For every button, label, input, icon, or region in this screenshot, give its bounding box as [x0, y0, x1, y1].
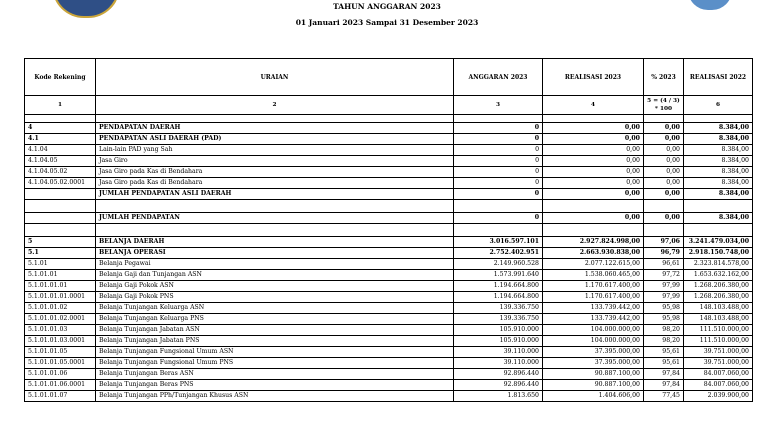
table-header-row [25, 59, 753, 96]
cell-anggaran: 139.336.750 [454, 314, 543, 325]
table-row [25, 314, 753, 325]
cell-anggaran: 39.110.000 [454, 347, 543, 358]
cell-anggaran: 2.752.402.951 [454, 248, 543, 259]
cell-anggaran: 0 [454, 167, 543, 178]
cell-kode: 5.1.01 [25, 259, 96, 270]
spacer-row [25, 224, 753, 237]
cell-persen: 97,99 [644, 281, 684, 292]
col-header-uraian: URAIAN [96, 59, 454, 96]
cell-uraian: BELANJA OPERASI [96, 248, 454, 259]
cell-persen: 97,84 [644, 380, 684, 391]
cell-uraian: Belanja Pegawai [96, 259, 454, 270]
table-row [25, 237, 753, 248]
cell-realisasi-2022: 2.918.150.748,00 [684, 248, 753, 259]
cell-realisasi: 0,00 [543, 213, 644, 224]
cell-uraian: Belanja Tunjangan Keluarga PNS [96, 314, 454, 325]
col-number: 3 [454, 96, 543, 115]
col-number: 6 [684, 96, 753, 115]
col-header-anggaran: ANGGARAN 2023 [454, 59, 543, 96]
cell-anggaran: 105.910.000 [454, 325, 543, 336]
cell-kode: 5 [25, 237, 96, 248]
cell-anggaran: 3.016.597.101 [454, 237, 543, 248]
table-row [25, 358, 753, 369]
cell-realisasi: 0,00 [543, 178, 644, 189]
cell-persen: 98,20 [644, 325, 684, 336]
cell-persen: 97,72 [644, 270, 684, 281]
cell-uraian: Belanja Tunjangan Keluarga ASN [96, 303, 454, 314]
table-row [25, 369, 753, 380]
cell-realisasi: 0,00 [543, 167, 644, 178]
cell-uraian: Belanja Tunjangan Jabatan ASN [96, 325, 454, 336]
cell-realisasi: 1.170.617.400,00 [543, 292, 644, 303]
cell-realisasi-2022: 111.510.000,00 [684, 336, 753, 347]
cell-uraian: Belanja Tunjangan Fungsional Umum ASN [96, 347, 454, 358]
spacer-row [25, 200, 753, 213]
empty-cell [25, 224, 96, 237]
table-row [25, 156, 753, 167]
cell-persen: 0,00 [644, 167, 684, 178]
cell-uraian: Lain-lain PAD yang Sah [96, 145, 454, 156]
cell-persen: 96,79 [644, 248, 684, 259]
col-header-realisasi: REALISASI 2023 [543, 59, 644, 96]
cell-kode: 5.1.01.01.05.0001 [25, 358, 96, 369]
cell-uraian: Belanja Tunjangan Jabatan PNS [96, 336, 454, 347]
cell-realisasi-2022: 84.007.060,00 [684, 369, 753, 380]
cell-kode: 4 [25, 123, 96, 134]
col-number: 5 = (4 / 3) * 100 [644, 96, 684, 115]
cell-uraian: Jasa Giro pada Kas di Bendahara [96, 167, 454, 178]
cell-realisasi: 90.887.100,00 [543, 380, 644, 391]
table-row [25, 248, 753, 259]
cell-realisasi: 104.000.000,00 [543, 336, 644, 347]
cell-realisasi-2022: 8.384,00 [684, 156, 753, 167]
cell-realisasi-2022: 84.007.060,00 [684, 380, 753, 391]
cell-kode: 4.1.04.05.02 [25, 167, 96, 178]
empty-cell [454, 224, 543, 237]
cell-kode: 5.1.01.01.05 [25, 347, 96, 358]
cell-anggaran: 0 [454, 156, 543, 167]
cell-anggaran: 0 [454, 123, 543, 134]
col-number: 2 [96, 96, 454, 115]
cell-anggaran: 0 [454, 145, 543, 156]
cell-kode: 5.1.01.01.02 [25, 303, 96, 314]
cell-persen: 0,00 [644, 145, 684, 156]
cell-uraian: JUMLAH PENDAPATAN [96, 213, 454, 224]
cell-realisasi-2022: 8.384,00 [684, 189, 753, 200]
table-row [25, 134, 753, 145]
cell-kode: 5.1.01.01.06 [25, 369, 96, 380]
cell-uraian: Belanja Tunjangan PPh/Tunjangan Khusus ASN [96, 391, 454, 402]
cell-realisasi: 104.000.000,00 [543, 325, 644, 336]
cell-anggaran: 0 [454, 213, 543, 224]
cell-uraian: Belanja Gaji Pokok PNS [96, 292, 454, 303]
cell-persen: 97,99 [644, 292, 684, 303]
cell-realisasi-2022: 8.384,00 [684, 167, 753, 178]
column-number-row [25, 96, 753, 115]
table-row [25, 123, 753, 134]
cell-anggaran: 92.896.440 [454, 380, 543, 391]
cell-realisasi: 133.739.442,00 [543, 314, 644, 325]
cell-realisasi: 0,00 [543, 156, 644, 167]
empty-cell [25, 200, 96, 213]
cell-uraian: Belanja Gaji dan Tunjangan ASN [96, 270, 454, 281]
empty-cell [644, 115, 684, 123]
cell-anggaran: 1.194.664.800 [454, 281, 543, 292]
cell-realisasi-2022: 3.241.479.034,00 [684, 237, 753, 248]
col-header-kode: Kode Rekening [25, 59, 96, 96]
cell-realisasi: 37.395.000,00 [543, 358, 644, 369]
cell-realisasi-2022: 1.268.206.380,00 [684, 281, 753, 292]
empty-cell [644, 200, 684, 213]
table-row [25, 259, 753, 270]
cell-realisasi-2022: 8.384,00 [684, 123, 753, 134]
empty-cell [543, 200, 644, 213]
cell-uraian: Jasa Giro pada Kas di Bendahara [96, 178, 454, 189]
cell-persen: 0,00 [644, 134, 684, 145]
spacer-row [25, 115, 753, 123]
cell-kode: 4.1.04.05 [25, 156, 96, 167]
cell-anggaran: 2.149.960.528 [454, 259, 543, 270]
table-row [25, 178, 753, 189]
table-row [25, 336, 753, 347]
cell-uraian: Belanja Tunjangan Beras PNS [96, 380, 454, 391]
table-row [25, 303, 753, 314]
cell-uraian: PENDAPATAN ASLI DAERAH (PAD) [96, 134, 454, 145]
report-period: 01 Januari 2023 Sampai 31 Desember 2023 [295, 18, 479, 27]
empty-cell [543, 224, 644, 237]
empty-cell [684, 224, 753, 237]
empty-cell [96, 200, 454, 213]
empty-cell [454, 200, 543, 213]
cell-persen: 96,61 [644, 259, 684, 270]
table-row [25, 347, 753, 358]
empty-cell [684, 200, 753, 213]
cell-persen: 95,98 [644, 314, 684, 325]
cell-uraian: BELANJA DAERAH [96, 237, 454, 248]
cell-persen: 77,45 [644, 391, 684, 402]
cell-kode: 5.1.01.01.02.0001 [25, 314, 96, 325]
table-row [25, 380, 753, 391]
empty-cell [25, 115, 96, 123]
cell-kode: 5.1.01.01.07 [25, 391, 96, 402]
cell-persen: 95,61 [644, 358, 684, 369]
table-row [25, 145, 753, 156]
cell-realisasi-2022: 8.384,00 [684, 134, 753, 145]
cell-realisasi-2022: 39.751.000,00 [684, 347, 753, 358]
cell-persen: 97,84 [644, 369, 684, 380]
cell-uraian: Jasa Giro [96, 156, 454, 167]
cell-kode: 5.1.01.01.03.0001 [25, 336, 96, 347]
col-header-realisasi-2022: REALISASI 2022 [684, 59, 753, 96]
cell-realisasi-2022: 111.510.000,00 [684, 325, 753, 336]
cell-realisasi: 2.077.122.615,00 [543, 259, 644, 270]
cell-anggaran: 1.813.650 [454, 391, 543, 402]
cell-kode: 5.1 [25, 248, 96, 259]
cell-realisasi-2022: 8.384,00 [684, 178, 753, 189]
col-number: 1 [25, 96, 96, 115]
empty-cell [644, 224, 684, 237]
cell-realisasi: 133.739.442,00 [543, 303, 644, 314]
cell-kode: 5.1.01.01.06.0001 [25, 380, 96, 391]
cell-uraian: PENDAPATAN DAERAH [96, 123, 454, 134]
table-row [25, 189, 753, 200]
cell-uraian: Belanja Tunjangan Beras ASN [96, 369, 454, 380]
empty-cell [684, 115, 753, 123]
cell-persen: 0,00 [644, 213, 684, 224]
cell-realisasi: 0,00 [543, 145, 644, 156]
cell-kode: 4.1 [25, 134, 96, 145]
cell-persen: 97,06 [644, 237, 684, 248]
table-row [25, 270, 753, 281]
empty-cell [454, 115, 543, 123]
cell-kode: 5.1.01.01.01 [25, 281, 96, 292]
cell-kode: 4.1.04 [25, 145, 96, 156]
cell-realisasi: 1.404.606,00 [543, 391, 644, 402]
cell-anggaran: 0 [454, 178, 543, 189]
cell-persen: 95,98 [644, 303, 684, 314]
cell-realisasi-2022: 148.103.488,00 [684, 303, 753, 314]
cell-kode: 5.1.01.01 [25, 270, 96, 281]
cell-uraian: JUMLAH PENDAPATAN ASLI DAERAH [96, 189, 454, 200]
cell-persen: 0,00 [644, 178, 684, 189]
cell-anggaran: 39.110.000 [454, 358, 543, 369]
table-row [25, 213, 753, 224]
cell-realisasi-2022: 8.384,00 [684, 213, 753, 224]
cell-persen: 0,00 [644, 189, 684, 200]
cell-persen: 0,00 [644, 123, 684, 134]
cell-kode: 4.1.04.05.02.0001 [25, 178, 96, 189]
cell-realisasi: 0,00 [543, 134, 644, 145]
cell-realisasi-2022: 39.751.000,00 [684, 358, 753, 369]
cell-realisasi-2022: 8.384,00 [684, 145, 753, 156]
cell-realisasi: 2.663.930.838,00 [543, 248, 644, 259]
cell-anggaran: 139.336.750 [454, 303, 543, 314]
empty-cell [96, 224, 454, 237]
cell-realisasi: 1.170.617.400,00 [543, 281, 644, 292]
col-header-persen: % 2023 [644, 59, 684, 96]
cell-realisasi: 0,00 [543, 189, 644, 200]
cell-anggaran: 1.194.664.800 [454, 292, 543, 303]
cell-kode [25, 213, 96, 224]
cell-kode [25, 189, 96, 200]
cell-anggaran: 105.910.000 [454, 336, 543, 347]
cell-realisasi-2022: 1.268.206.380,00 [684, 292, 753, 303]
cell-kode: 5.1.01.01.01.0001 [25, 292, 96, 303]
cell-realisasi-2022: 1.653.632.162,00 [684, 270, 753, 281]
cell-realisasi-2022: 2.039.900,00 [684, 391, 753, 402]
cell-realisasi: 90.887.100,00 [543, 369, 644, 380]
cell-kode: 5.1.01.01.03 [25, 325, 96, 336]
cell-realisasi-2022: 148.103.488,00 [684, 314, 753, 325]
table-row [25, 167, 753, 178]
cell-realisasi: 2.927.824.998,00 [543, 237, 644, 248]
empty-cell [96, 115, 454, 123]
cell-anggaran: 92.896.440 [454, 369, 543, 380]
cell-persen: 0,00 [644, 156, 684, 167]
cell-anggaran: 0 [454, 189, 543, 200]
table-row [25, 281, 753, 292]
cell-uraian: Belanja Tunjangan Fungsional Umum PNS [96, 358, 454, 369]
cell-anggaran: 0 [454, 134, 543, 145]
cell-realisasi-2022: 2.323.814.578,00 [684, 259, 753, 270]
cell-realisasi: 37.395.000,00 [543, 347, 644, 358]
cell-realisasi: 0,00 [543, 123, 644, 134]
report-fiscal-year: TAHUN ANGGARAN 2023 [333, 2, 441, 11]
table-row [25, 391, 753, 402]
table-row [25, 325, 753, 336]
cell-persen: 98,20 [644, 336, 684, 347]
cell-persen: 95,61 [644, 347, 684, 358]
cell-realisasi: 1.538.060.465,00 [543, 270, 644, 281]
cell-anggaran: 1.573.991.640 [454, 270, 543, 281]
col-number: 4 [543, 96, 644, 115]
empty-cell [543, 115, 644, 123]
cell-uraian: Belanja Gaji Pokok ASN [96, 281, 454, 292]
table-row [25, 292, 753, 303]
budget-realization-table [24, 58, 753, 402]
